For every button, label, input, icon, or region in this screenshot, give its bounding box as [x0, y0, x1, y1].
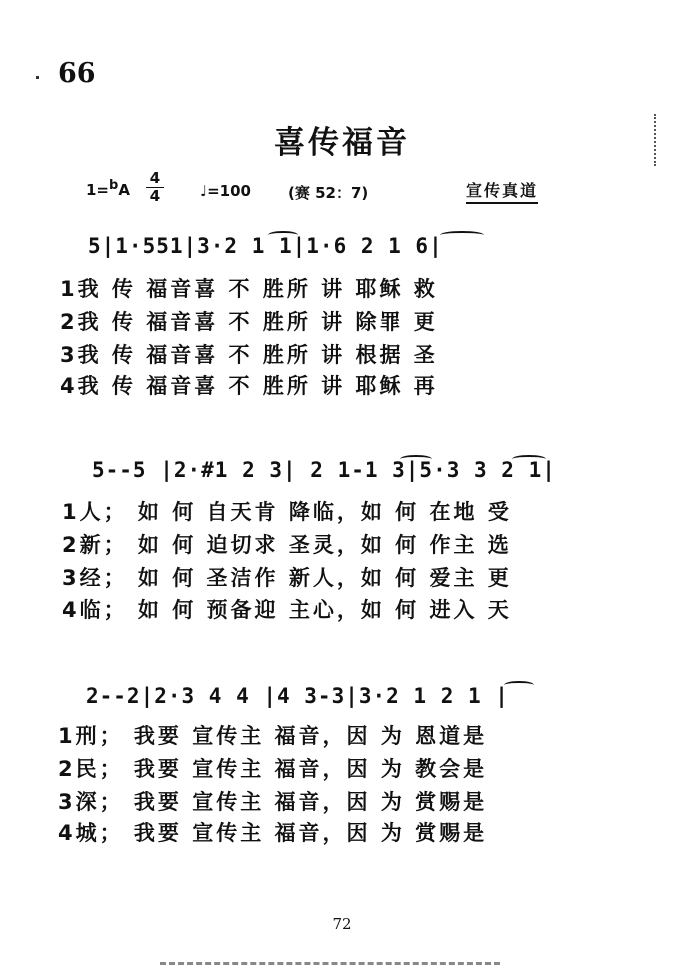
lyric-verse-4: 4我 传 福音喜 不 胜所 讲 耶稣 再 [60, 374, 438, 398]
hymn-title: 喜传福音 [274, 125, 410, 161]
slur-mark [440, 231, 484, 239]
time-signature-top: 4 [146, 170, 164, 188]
hymn-number: 66 [58, 58, 96, 89]
lyric-verse-4: 4城； 我要 宣传主 福音，因 为 赏赐是 [58, 821, 488, 845]
lyric-verse-3: 3深； 我要 宣传主 福音，因 为 赏赐是 [58, 790, 488, 814]
lyric-verse-1: 1人； 如 何 自天肯 降临，如 何 在地 受 [62, 500, 512, 524]
scan-edge [160, 962, 500, 965]
lyric-verse-2: 2我 传 福音喜 不 胜所 讲 除罪 更 [60, 310, 438, 334]
lyric-verse-2: 2新； 如 何 迫切求 圣灵，如 何 作主 选 [62, 533, 512, 557]
stray-mark [36, 76, 39, 79]
lyric-verse-1: 1我 传 福音喜 不 胜所 讲 耶稣 救 [60, 277, 438, 301]
scripture-reference: (赛 52：7) [288, 184, 369, 202]
notation-line-2: 5--5 |2·#1 2 3| 2 1-1 3|5·3 3 2 1| [92, 458, 556, 482]
notation-line-1: 5|1·551|3·2 1 1|1·6 2 1 6| [88, 234, 443, 258]
key-signature [86, 178, 130, 199]
theme-label: 宣传真道 [466, 178, 538, 204]
lyric-verse-3: 3我 传 福音喜 不 胜所 讲 根据 圣 [60, 343, 438, 367]
slur-mark [400, 455, 432, 463]
key-prefix: 1= [86, 181, 110, 199]
lyric-verse-1: 1刑； 我要 宣传主 福音，因 为 恩道是 [58, 724, 488, 748]
lyric-verse-2: 2民； 我要 宣传主 福音，因 为 教会是 [58, 757, 488, 781]
flat-sign: b [109, 178, 119, 193]
notation-line-3: 2--2|2·3 4 4 |4 3-3|3·2 1 2 1 | [86, 684, 509, 708]
lyric-verse-4: 4临； 如 何 预备迎 主心，如 何 进入 天 [62, 598, 512, 622]
lyric-verse-3: 3经； 如 何 圣洁作 新人，如 何 爱主 更 [62, 566, 512, 590]
key-letter: A [118, 181, 130, 199]
slur-mark [512, 455, 546, 463]
slur-mark [504, 681, 534, 689]
tempo-marking: ♩=100 [200, 182, 251, 200]
page-number: 72 [332, 915, 352, 933]
time-signature-bottom: 4 [149, 187, 161, 205]
time-signature [146, 170, 164, 205]
slur-mark [268, 231, 298, 239]
